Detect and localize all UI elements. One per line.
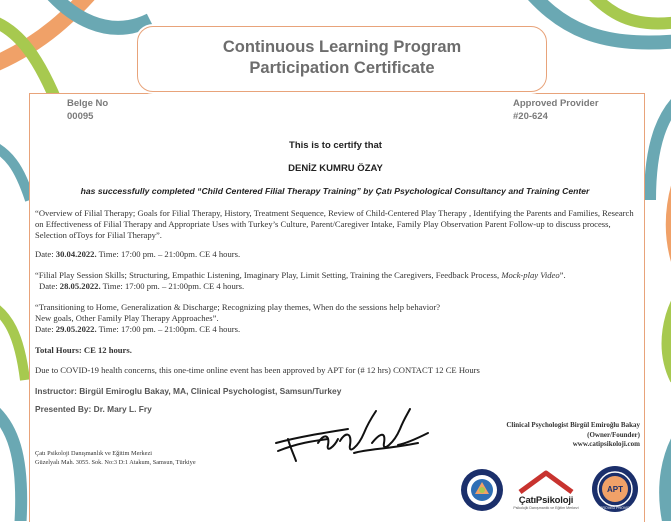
company-address-block [35,449,196,467]
session-2-date-label: Date: [39,281,58,291]
logo-text: ÇatıPsikoloji [518,495,574,506]
signer-website: www.catipsikoloji.com [572,440,640,448]
company-name: Çatı Psikoloji Danışmanlık ve Eğitim Merkezi [35,450,153,457]
certificate-title-line1: Continuous Learning Program [222,38,462,56]
session-1-time: Time: 17:00 pm. – 21:00pm. CE 4 hours. [96,249,241,259]
provider-label: Approved Provider [513,98,599,109]
apt-seal-icon [591,465,639,513]
provider-value: #20-624 [513,111,548,122]
session-2-description-italic: Mock-play Video [501,270,560,280]
session-2-date-line [39,281,244,292]
session-1-date-line [35,249,240,260]
teal-stripe-bottom-left [0,400,21,521]
session-3-date: 29.05.2022. [55,324,97,334]
teal-stripe-bottom-right [665,420,671,521]
house-roof-icon [516,470,576,494]
belge-block [67,97,108,123]
belge-label: Belge No [67,98,109,109]
signer-name: Clinical Psychologist Birgül Emiroğlu Bakay [506,421,640,429]
total-hours: Total Hours: CE 12 hours. [35,345,132,355]
signer-block [418,421,640,450]
certificate-title-line2: Participation Certificate [249,59,435,77]
apt-seal-subtext: APPROVED PROVIDER [595,506,635,510]
session-2-description: “Filial Play Session Skills; Structuring, Empathic Listening, Imaginary Play, Limit Setting, Training the Caregivers, Feedback Process, [35,270,500,280]
logo-subtext: Psikolojik Danışmanlık ve Eğitim Merkezi [513,506,579,510]
provider-block [513,97,599,123]
covid-note: Due to COVID-19 health concerns, this one-time online event has been approved by APT for (# 12 hrs) CONTACT 12 CE Hours [35,365,480,375]
presented-by-line: Presented By: Dr. Mary L. Fry [35,404,152,414]
green-stripe-lower-left [0,300,25,380]
session-2-description-end: ”. [559,270,566,280]
title-box [137,26,547,92]
session-2-date: 28.05.2022. [59,281,101,291]
instructor-line: Instructor: Birgül Emiroglu Bakay, MA, Clinical Psychologist, Samsun/Turkey [35,386,342,396]
company-address: Güzelyalı Mah. 3055. Sok. No:3 D:1 Atakum, Samsun, Türkiye [35,459,196,466]
apt-seal-text: APT [607,485,623,494]
session-3-date-line [35,324,240,335]
session-3-description-line2: New goals, Other Family Play Therapy Approaches”. [35,313,219,323]
completed-statement: has successfully completed “Child Centered Filial Therapy Training” by Çatı Psychological Consultancy and Training Center [80,186,590,196]
recipient-name: DENİZ KUMRU ÖZAY [288,163,383,174]
session-3-date-label: Date: [35,324,54,334]
signature-image [268,403,438,465]
session-1-description: “Overview of Filial Therapy; Goals for Filial Therapy, History, Treatment Sequence, Review of Child-Centered Play Therapy , Identifying the Parents and Families, Research on Effectiveness of Filial Therapy and Appropriate Uses with Turkey’s Culture, Parent/Caregiver Intake, Family Play Observation Parent Follow-up to discuss process, Selection ofToys for Filial Therapy”. [35,208,634,240]
session-2-description-line [35,270,566,281]
belge-value: 00095 [67,111,94,122]
session-2-time: Time: 17:00 pm. – 21:00pm. CE 4 hours. [100,281,245,291]
cati-psikoloji-logo [508,470,584,514]
session-1-date-label: Date: [35,249,54,259]
green-stripe-top-right [580,0,671,24]
session-3-description-line1: “Transitioning to Home, Generalization & Discharge; Recognizing play themes, When do the sessions help behavior? [35,302,441,312]
session-1-date: 30.04.2022. [55,249,97,259]
signer-title: (Owner/Founder) [587,430,640,439]
certify-text: This is to certify that [289,140,382,151]
green-stripe-right [667,280,671,380]
session-3-time: Time: 17:00 pm. – 21:00pm. CE 4 hours. [96,324,241,334]
seal-left-icon [460,468,504,512]
